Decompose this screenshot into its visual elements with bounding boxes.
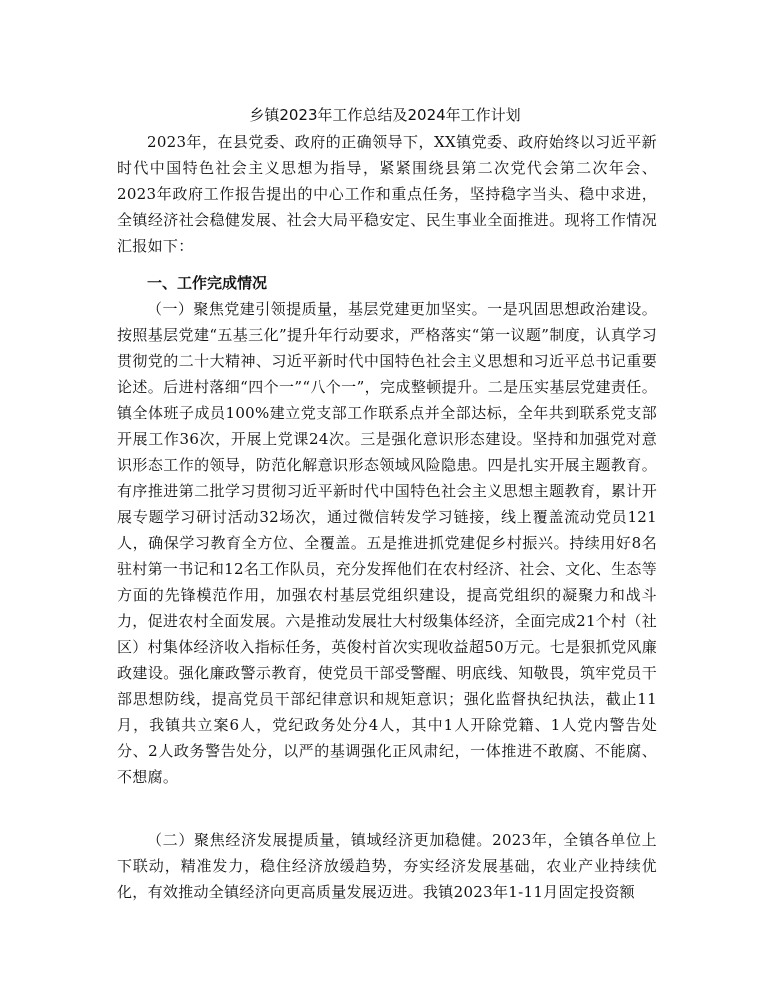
economy-paragraph: （二）聚焦经济发展提质量，镇域经济更加稳健。2023年，全镇各单位上下联动，精准发力，稳住经济放缓趋势，夯实经济发展基础，农业产业持续优化，有效推动全镇经济向更高质量发展迈进。我镇2023年1-11月固定投资额 bbox=[117, 831, 657, 901]
document-title: 乡镇2023年工作总结及2024年工作计划 bbox=[249, 106, 521, 124]
section-heading: 一、工作完成情况 bbox=[147, 274, 268, 292]
party-building-paragraph: （一）聚焦党建引领提质量，基层党建更加坚实。一是巩固思想政治建设。按照基层党建“五基三化”提升年行动要求，严格落实“第一议题”制度，认真学习贯彻党的二十大精神、习近平新时代中国特色社会主义思想和习近平总书记重要论述。后进村落细“四个一”“八个一”，完成整顿提升。二是压实基层党建责任。镇全体班子成员100%建立党支部工作联系点并全部达标，全年共到联系党支部开展工作36次，开展上党课24次。三是强化意识形态建设。坚持和加强党对意识形态工作的领导，防范化解意识形态领域风险隐患。四是扎实开展主题教育。有序推进第二批学习贯彻习近平新时代中国特色社会主义思想主题教育，累计开展专题学习研讨活动32场次，通过微信转发学习链接，线上覆盖流动党员121人，确保学习教育全方位、全覆盖。五是推进抓党建促乡村振兴。持续用好8名驻村第一书记和12名工作队员，充分发挥他们在农村经济、社会、文化、生态等方面的先锋模范作用，加强农村基层党组织建设，提高党组织的凝聚力和战斗力，促进农村全面发展。六是推动发展壮大村级集体经济，全面完成21个村（社区）村集体经济收入指标任务，英俊村首次实现收益超50万元。七是狠抓党风廉政建设。强化廉政警示教育，使党员干部受警醒、明底线、知敬畏，筑牢党员干部思想防线，提高党员干部纪律意识和规矩意识；强化监督执纪执法，截止11月，我镇共立案6人，党纪政务处分4人，其中1人开除党籍、1人党内警告处分、2人政务警告处分，以严的基调强化正风肃纪，一体推进不敢腐、不能腐、不想腐。 bbox=[117, 300, 657, 786]
intro-paragraph: 2023年，在县党委、政府的正确领导下，XX镇党委、政府始终以习近平新时代中国特色社会主义思想为指导，紧紧围绕县第二次党代会第二次年会、2023年政府工作报告提出的中心工作和重点任务，坚持稳字当头、稳中求进，全镇经济社会稳健发展、社会大局平稳安定、民生事业全面推进。现将工作情况汇报如下： bbox=[117, 133, 657, 255]
